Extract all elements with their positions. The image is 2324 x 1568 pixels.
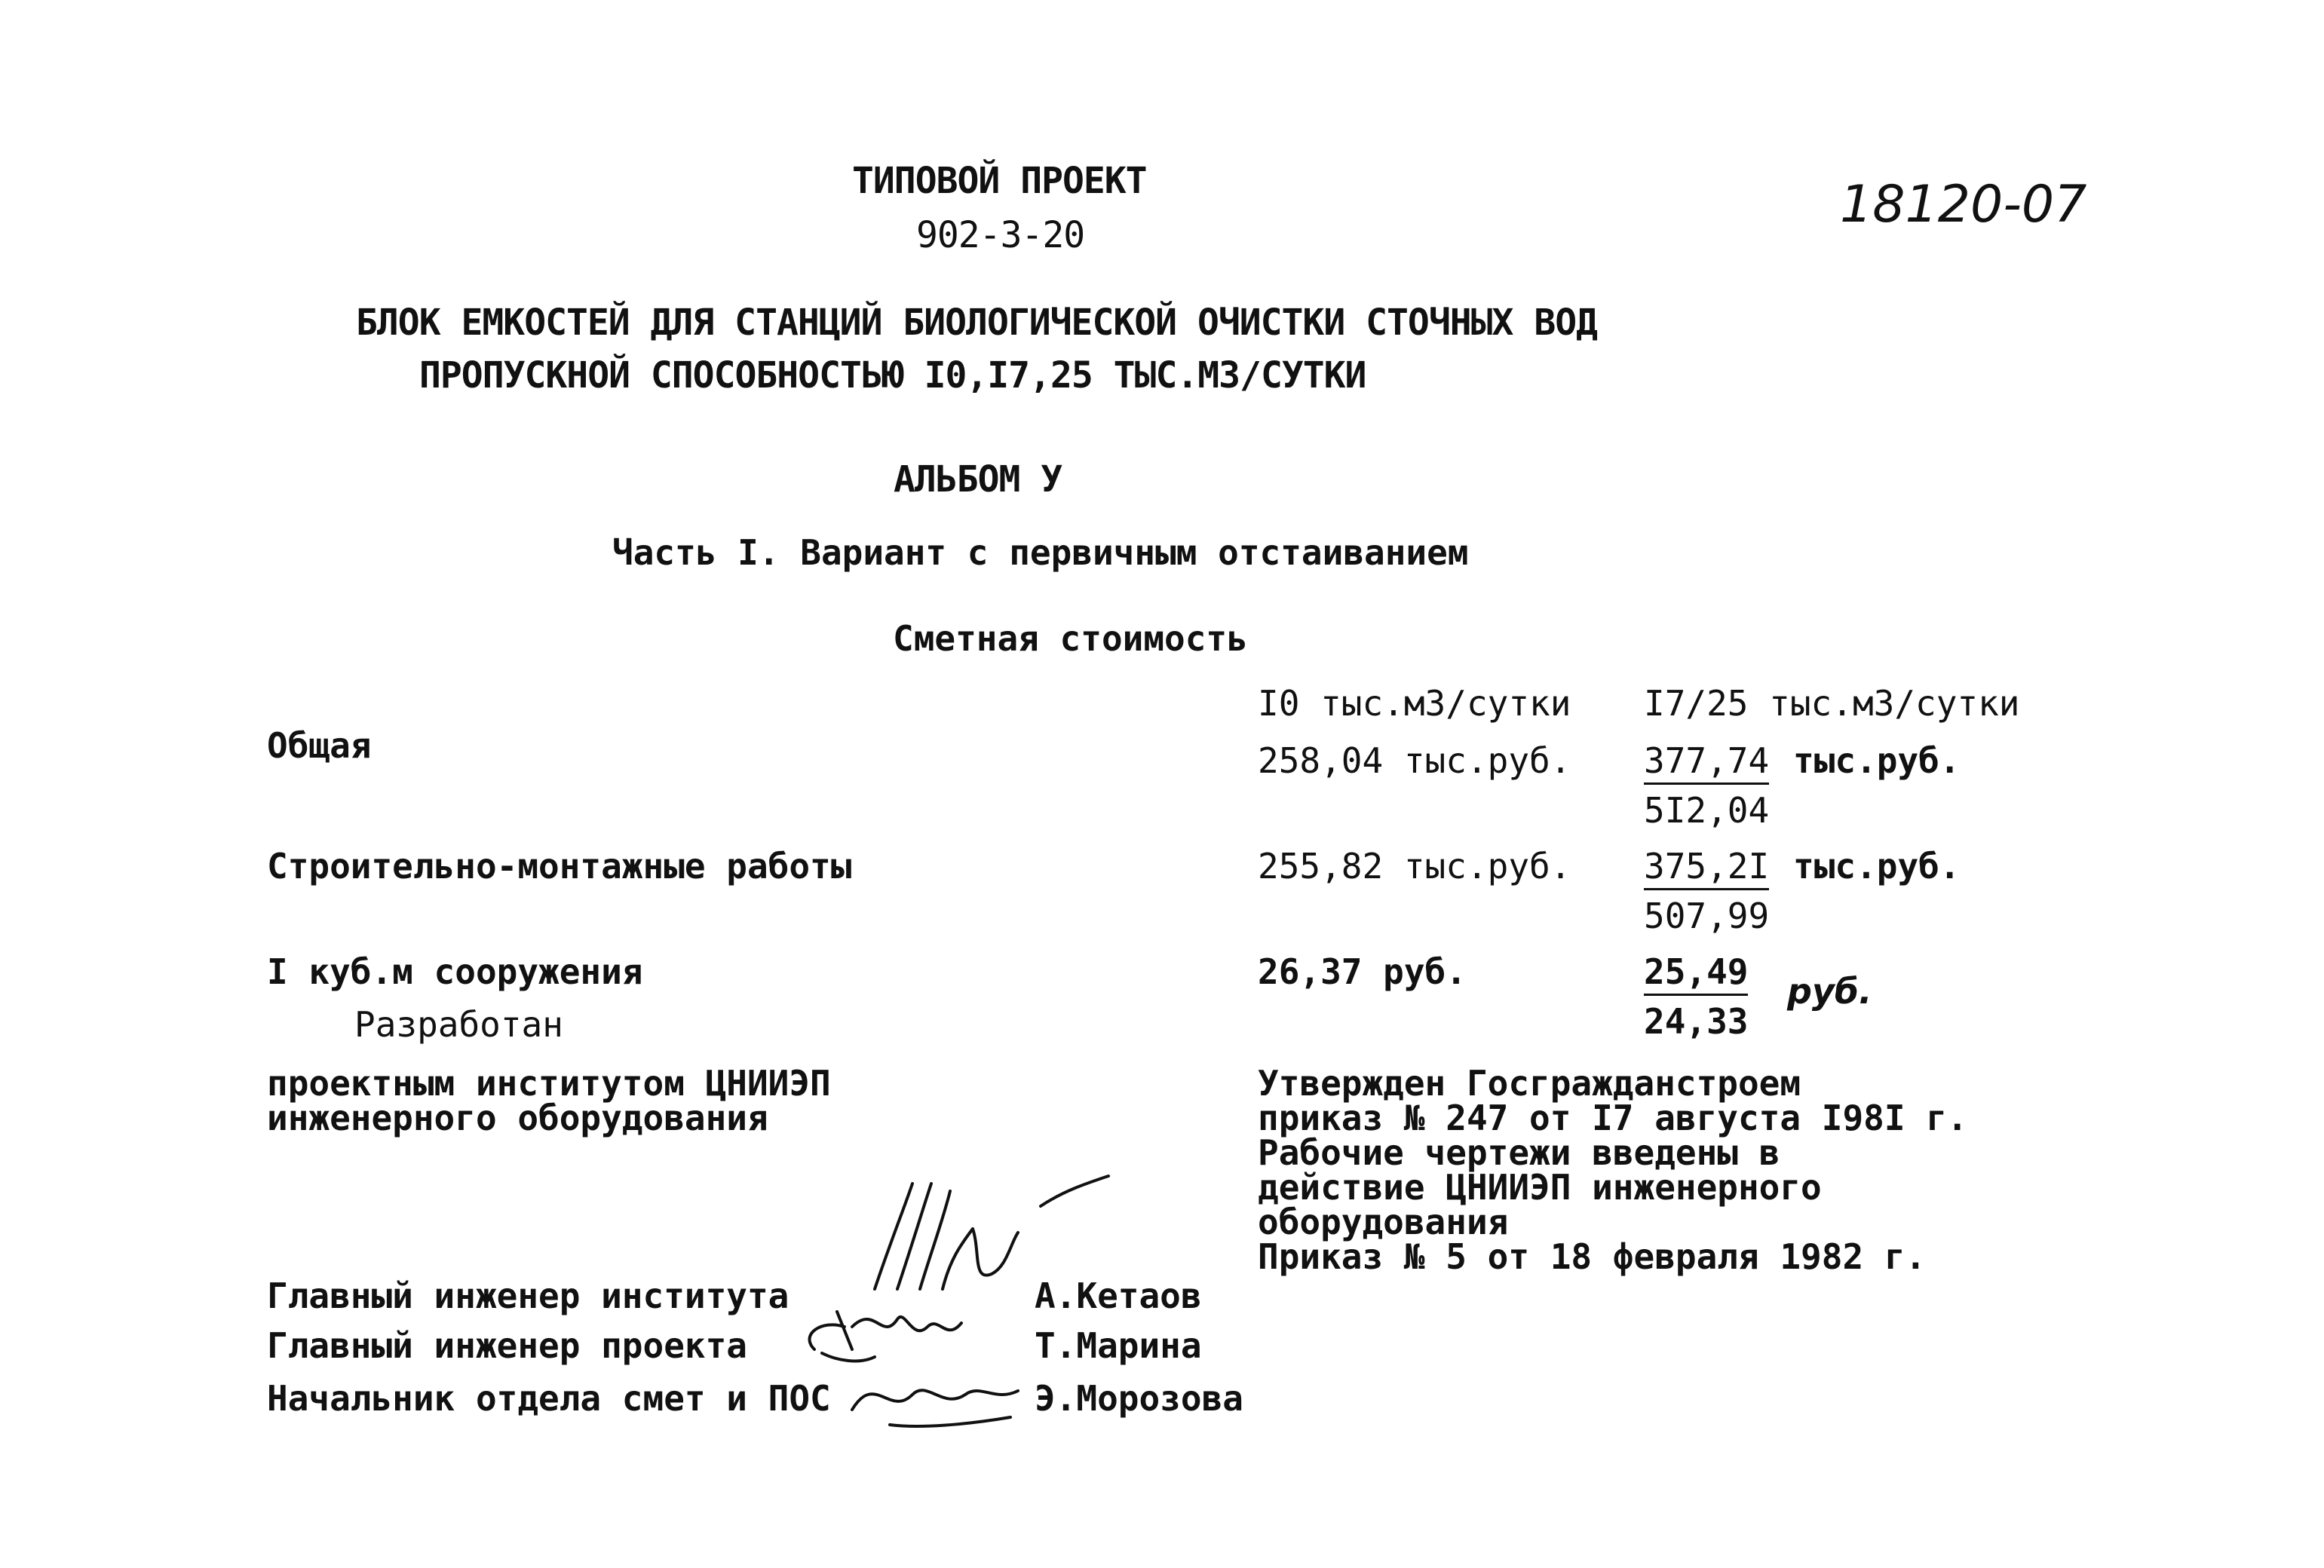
handwritten-signature-1 bbox=[860, 1161, 1116, 1312]
row-construction-col1: 255,82 тыс.руб. bbox=[1258, 846, 1571, 887]
row-total-col2-unit: тыс.руб. bbox=[1793, 740, 1961, 781]
col1-header: I0 тыс.м3/сутки bbox=[1258, 683, 1571, 724]
signature-name-2: Т.Марина bbox=[1035, 1325, 1202, 1366]
inventory-number: 18120-07 bbox=[1840, 175, 2087, 234]
row-label-cubic-meter: I куб.м сооружения bbox=[267, 951, 643, 992]
signature-name-3: Э.Морозова bbox=[1035, 1378, 1243, 1419]
subject-line-1: БЛОК ЕМКОСТЕЙ ДЛЯ СТАНЦИЙ БИОЛОГИЧЕСКОЙ ОЧИСТКИ СТОЧНЫХ ВОД bbox=[356, 302, 1598, 344]
approval-line-3: Рабочие чертежи введены в bbox=[1258, 1132, 1780, 1173]
signature-role-1: Главный инженер института bbox=[267, 1276, 789, 1316]
signature-role-3: Начальник отдела смет и ПОС bbox=[267, 1378, 831, 1419]
cost-heading: Сметная стоимость bbox=[893, 618, 1248, 659]
approval-line-6: Приказ № 5 от 18 февраля 1982 г. bbox=[1258, 1236, 1927, 1277]
row-construction-col2-bottom: 507,99 bbox=[1644, 896, 1770, 936]
approval-line-1: Утвержден Госгражданстроем bbox=[1258, 1063, 1801, 1104]
row-cubic-meter-col2-unit: руб. bbox=[1787, 971, 1872, 1012]
row-construction-col2-unit: тыс.руб. bbox=[1793, 846, 1961, 887]
handwritten-signature-3 bbox=[845, 1357, 1041, 1432]
row-cubic-meter-col2-bottom: 24,33 bbox=[1644, 1001, 1749, 1042]
row-cubic-meter-col1: 26,37 руб. bbox=[1258, 951, 1467, 992]
approval-line-4: действие ЦНИИЭП инженерного bbox=[1258, 1167, 1822, 1208]
row-cubic-meter-col2-top: 25,49 bbox=[1644, 951, 1748, 996]
row-total-col2-top: 377,74 bbox=[1644, 740, 1769, 785]
signature-role-2: Главный инженер проекта bbox=[267, 1325, 747, 1366]
developed-label: Разработан bbox=[354, 1004, 563, 1045]
row-construction-col2-top: 375,2I bbox=[1644, 846, 1769, 890]
project-number: 902-3-20 bbox=[916, 214, 1085, 256]
album-title: АЛЬБОМ У bbox=[894, 458, 1062, 501]
approval-line-5: оборудования bbox=[1258, 1202, 1509, 1242]
row-label-total: Общая bbox=[267, 725, 372, 766]
row-total-col1: 258,04 тыс.руб. bbox=[1258, 740, 1571, 781]
row-label-construction: Строительно-монтажные работы bbox=[267, 846, 852, 887]
row-total-col2-bottom: 5I2,04 bbox=[1644, 790, 1770, 831]
signature-name-1: А.Кетаов bbox=[1035, 1276, 1202, 1316]
subject-line-2: ПРОПУСКНОЙ СПОСОБНОСТЬЮ I0,I7,25 ТЫС.М3/СУТКИ bbox=[419, 354, 1366, 397]
developed-line-2: инженерного оборудования bbox=[267, 1098, 768, 1138]
col2-header: I7/25 тыс.м3/сутки bbox=[1644, 683, 2020, 724]
handwritten-signature-2 bbox=[792, 1297, 1018, 1364]
developed-line-1: проектным институтом ЦНИИЭП bbox=[267, 1063, 831, 1104]
approval-line-2: приказ № 247 от I7 августа I98I г. bbox=[1258, 1098, 1968, 1138]
part-title: Часть I. Вариант с первичным отстаиванием bbox=[612, 532, 1469, 573]
document-type-title: ТИПОВОЙ ПРОЕКТ bbox=[852, 160, 1147, 202]
